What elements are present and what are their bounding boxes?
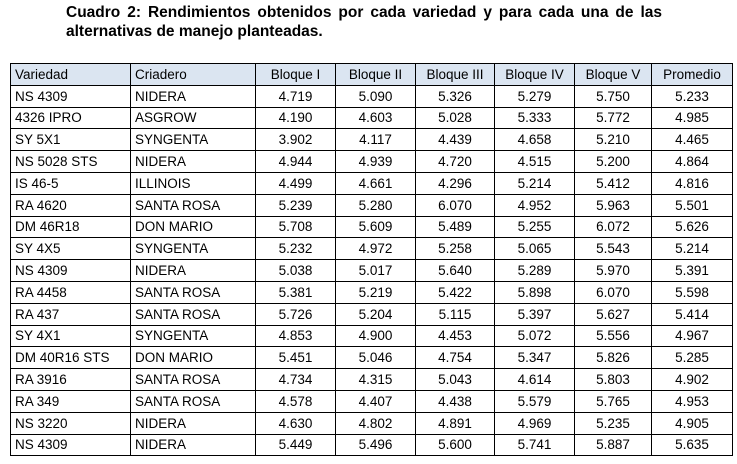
cell-bloque-3: 5.326	[416, 85, 495, 107]
cell-bloque-4: 5.072	[495, 325, 575, 347]
cell-bloque-1: 5.726	[256, 303, 336, 325]
cell-bloque-4: 5.333	[495, 107, 575, 129]
cell-bloque-1: 4.734	[256, 369, 336, 391]
cell-variedad: RA 3916	[11, 369, 131, 391]
cell-bloque-3: 4.438	[416, 390, 495, 412]
cell-bloque-5: 5.803	[575, 369, 652, 391]
cell-promedio: 5.414	[652, 303, 733, 325]
cell-promedio: 4.465	[652, 129, 733, 151]
cell-bloque-5: 6.070	[575, 281, 652, 303]
cell-criadero: DON MARIO	[131, 347, 256, 369]
cell-variedad: RA 4620	[11, 194, 131, 216]
header-bloque-4: Bloque IV	[495, 64, 575, 86]
cell-bloque-2: 4.407	[336, 390, 416, 412]
cell-bloque-3: 4.296	[416, 172, 495, 194]
cell-bloque-2: 5.280	[336, 194, 416, 216]
cell-promedio: 4.816	[652, 172, 733, 194]
cell-bloque-4: 5.397	[495, 303, 575, 325]
cell-bloque-4: 5.579	[495, 390, 575, 412]
cell-variedad: NS 4309	[11, 85, 131, 107]
cell-criadero: SYNGENTA	[131, 129, 256, 151]
cell-bloque-5: 5.826	[575, 347, 652, 369]
table-row	[11, 347, 733, 369]
cell-bloque-5: 5.200	[575, 151, 652, 173]
cell-bloque-2: 5.204	[336, 303, 416, 325]
cell-bloque-2: 5.090	[336, 85, 416, 107]
cell-bloque-4: 5.214	[495, 172, 575, 194]
cell-bloque-5: 5.235	[575, 412, 652, 434]
header-criadero: Criadero	[131, 64, 256, 86]
cell-bloque-1: 5.239	[256, 194, 336, 216]
cell-bloque-2: 4.315	[336, 369, 416, 391]
cell-promedio: 4.967	[652, 325, 733, 347]
cell-bloque-1: 4.944	[256, 151, 336, 173]
cell-bloque-3: 5.640	[416, 260, 495, 282]
cell-bloque-5: 6.072	[575, 216, 652, 238]
cell-criadero: NIDERA	[131, 151, 256, 173]
table-row	[11, 260, 733, 282]
cell-criadero: ILLINOIS	[131, 172, 256, 194]
cell-bloque-4: 5.898	[495, 281, 575, 303]
cell-bloque-5: 5.543	[575, 238, 652, 260]
table-row	[11, 325, 733, 347]
cell-promedio: 4.985	[652, 107, 733, 129]
cell-promedio: 5.501	[652, 194, 733, 216]
cell-bloque-2: 5.219	[336, 281, 416, 303]
header-promedio: Promedio	[652, 64, 733, 86]
table-row	[11, 238, 733, 260]
table-row	[11, 412, 733, 434]
cell-promedio: 5.214	[652, 238, 733, 260]
cell-bloque-2: 4.972	[336, 238, 416, 260]
cell-bloque-5: 5.970	[575, 260, 652, 282]
cell-criadero: DON MARIO	[131, 216, 256, 238]
cell-variedad: SY 5X1	[11, 129, 131, 151]
cell-bloque-1: 4.630	[256, 412, 336, 434]
cell-bloque-1: 4.719	[256, 85, 336, 107]
cell-promedio: 4.905	[652, 412, 733, 434]
table-row	[11, 216, 733, 238]
cell-bloque-2: 5.496	[336, 434, 416, 456]
cell-variedad: DM 46R18	[11, 216, 131, 238]
table-row	[11, 194, 733, 216]
table-row	[11, 151, 733, 173]
table-row	[11, 390, 733, 412]
cell-bloque-1: 5.232	[256, 238, 336, 260]
table-row	[11, 107, 733, 129]
cell-bloque-1: 4.853	[256, 325, 336, 347]
cell-bloque-3: 5.600	[416, 434, 495, 456]
cell-bloque-1: 4.190	[256, 107, 336, 129]
cell-bloque-5: 5.772	[575, 107, 652, 129]
cell-variedad: RA 4458	[11, 281, 131, 303]
cell-bloque-3: 5.028	[416, 107, 495, 129]
cell-bloque-5: 5.765	[575, 390, 652, 412]
cell-bloque-5: 5.412	[575, 172, 652, 194]
cell-bloque-3: 4.720	[416, 151, 495, 173]
cell-criadero: NIDERA	[131, 85, 256, 107]
cell-variedad: NS 3220	[11, 412, 131, 434]
cell-bloque-3: 4.439	[416, 129, 495, 151]
caption-line-2: alternativas de manejo planteadas.	[66, 23, 323, 40]
cell-bloque-3: 5.489	[416, 216, 495, 238]
cell-bloque-2: 5.046	[336, 347, 416, 369]
caption-line-1: Cuadro 2: Rendimientos obtenidos por cada variedad y para cada una de las	[66, 4, 662, 21]
cell-variedad: RA 437	[11, 303, 131, 325]
table-header-row	[11, 64, 733, 86]
cell-criadero: NIDERA	[131, 434, 256, 456]
cell-bloque-3: 6.070	[416, 194, 495, 216]
cell-variedad: 4326 IPRO	[11, 107, 131, 129]
cell-bloque-2: 4.117	[336, 129, 416, 151]
cell-bloque-5: 5.210	[575, 129, 652, 151]
cell-variedad: IS 46-5	[11, 172, 131, 194]
table-caption	[66, 3, 662, 41]
cell-promedio: 5.598	[652, 281, 733, 303]
cell-bloque-4: 4.658	[495, 129, 575, 151]
cell-bloque-3: 4.453	[416, 325, 495, 347]
cell-bloque-1: 5.451	[256, 347, 336, 369]
cell-bloque-2: 5.017	[336, 260, 416, 282]
cell-bloque-4: 4.515	[495, 151, 575, 173]
cell-bloque-4: 5.347	[495, 347, 575, 369]
cell-bloque-4: 5.289	[495, 260, 575, 282]
header-variedad: Variedad	[11, 64, 131, 86]
header-bloque-1: Bloque I	[256, 64, 336, 86]
cell-criadero: SANTA ROSA	[131, 281, 256, 303]
cell-bloque-1: 5.449	[256, 434, 336, 456]
table-row	[11, 434, 733, 456]
cell-promedio: 5.635	[652, 434, 733, 456]
cell-criadero: SYNGENTA	[131, 325, 256, 347]
cell-bloque-4: 5.255	[495, 216, 575, 238]
header-bloque-3: Bloque III	[416, 64, 495, 86]
cell-criadero: SANTA ROSA	[131, 303, 256, 325]
cell-variedad: SY 4X5	[11, 238, 131, 260]
cell-variedad: SY 4X1	[11, 325, 131, 347]
yield-table	[10, 63, 733, 456]
cell-variedad: NS 4309	[11, 434, 131, 456]
cell-bloque-1: 4.499	[256, 172, 336, 194]
cell-promedio: 5.391	[652, 260, 733, 282]
cell-promedio: 5.233	[652, 85, 733, 107]
cell-bloque-2: 4.802	[336, 412, 416, 434]
cell-bloque-5: 5.887	[575, 434, 652, 456]
cell-bloque-3: 5.043	[416, 369, 495, 391]
cell-bloque-2: 4.661	[336, 172, 416, 194]
cell-bloque-2: 4.603	[336, 107, 416, 129]
cell-promedio: 4.902	[652, 369, 733, 391]
table-row	[11, 172, 733, 194]
cell-criadero: SYNGENTA	[131, 238, 256, 260]
cell-bloque-3: 4.891	[416, 412, 495, 434]
cell-bloque-5: 5.556	[575, 325, 652, 347]
table-body	[11, 85, 733, 456]
table-row	[11, 369, 733, 391]
cell-criadero: NIDERA	[131, 412, 256, 434]
cell-criadero: SANTA ROSA	[131, 369, 256, 391]
cell-variedad: NS 4309	[11, 260, 131, 282]
cell-bloque-4: 5.065	[495, 238, 575, 260]
header-bloque-2: Bloque II	[336, 64, 416, 86]
cell-promedio: 4.953	[652, 390, 733, 412]
cell-bloque-2: 5.609	[336, 216, 416, 238]
cell-bloque-3: 5.422	[416, 281, 495, 303]
cell-bloque-4: 4.969	[495, 412, 575, 434]
cell-promedio: 4.864	[652, 151, 733, 173]
header-bloque-5: Bloque V	[575, 64, 652, 86]
cell-bloque-4: 5.741	[495, 434, 575, 456]
cell-variedad: NS 5028 STS	[11, 151, 131, 173]
cell-criadero: NIDERA	[131, 260, 256, 282]
cell-bloque-5: 5.963	[575, 194, 652, 216]
cell-criadero: SANTA ROSA	[131, 390, 256, 412]
cell-bloque-1: 4.578	[256, 390, 336, 412]
table-row	[11, 85, 733, 107]
cell-bloque-3: 5.115	[416, 303, 495, 325]
cell-bloque-2: 4.939	[336, 151, 416, 173]
cell-promedio: 5.626	[652, 216, 733, 238]
cell-promedio: 5.285	[652, 347, 733, 369]
cell-bloque-2: 4.900	[336, 325, 416, 347]
cell-bloque-3: 5.258	[416, 238, 495, 260]
cell-bloque-5: 5.627	[575, 303, 652, 325]
cell-bloque-5: 5.750	[575, 85, 652, 107]
cell-variedad: RA 349	[11, 390, 131, 412]
cell-bloque-1: 3.902	[256, 129, 336, 151]
cell-bloque-1: 5.708	[256, 216, 336, 238]
cell-bloque-1: 5.381	[256, 281, 336, 303]
table-row	[11, 303, 733, 325]
cell-bloque-3: 4.754	[416, 347, 495, 369]
cell-variedad: DM 40R16 STS	[11, 347, 131, 369]
table-row	[11, 129, 733, 151]
table-row	[11, 281, 733, 303]
cell-bloque-4: 4.952	[495, 194, 575, 216]
cell-bloque-4: 5.279	[495, 85, 575, 107]
cell-bloque-4: 4.614	[495, 369, 575, 391]
cell-bloque-1: 5.038	[256, 260, 336, 282]
cell-criadero: ASGROW	[131, 107, 256, 129]
cell-criadero: SANTA ROSA	[131, 194, 256, 216]
